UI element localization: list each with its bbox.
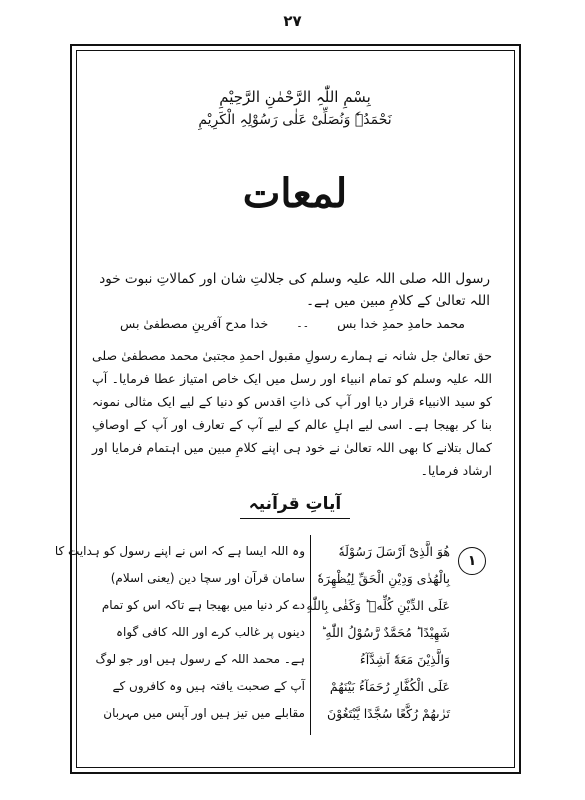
couplet <box>120 316 465 331</box>
translation-line: ہے۔ محمد اللہ کے رسول ہیں اور جو لوگ <box>95 652 305 666</box>
couplet-left-hemistich: خدا مدح آفرینِ مصطفیٰ بس <box>120 316 269 331</box>
translation-line: دینوں پر غالب کرے اور اللہ کافی گواہ <box>115 625 305 639</box>
column-divider <box>310 535 311 735</box>
verse-number-badge: ۱ <box>458 547 486 575</box>
couplet-right-hemistich: محمد حامدِ حمدِ خدا بس <box>337 316 465 331</box>
section-underline <box>240 518 350 519</box>
translation-line: دے کر دنیا میں بھیجا ہے تاکہ اس کو تمام <box>101 598 305 612</box>
arabic-verse-line: تَرٰىهُمْ رُكَّعًا سُجَّدًا یَّبْتَغُوْنَ <box>327 706 450 721</box>
arabic-verse-column <box>306 538 450 727</box>
body-paragraph: حق تعالیٰ جل شانہ نے ہمارے رسولِ مقبول احمدِ مجتبیٰ محمد مصطفیٰ صلی اللہ علیہ وسلم کو تمام انبیاء اور رسل میں ایک خاص امتیاز عطا فرمایا۔ آپ کو سید الانبیاء قرار دیا اور آپ کی ذاتِ اقدس کو دنیا کے لیے ایک مثالی نمونہ بنا کر بھیجا ہے۔ اسی لیے اہلِ عالم کے لیے آپ کے تعارف اور آپ کے اوصافِ کمال بتلانے کا بھی اللہ تعالیٰ نے خود ہی اپنے کلامِ مبین میں اہتمام فرمایا اور ارشاد فرمایا۔ <box>92 348 492 478</box>
intro-paragraph: رسول اللہ صلی اللہ علیہ وسلم کی جلالتِ شان اور کمالاتِ نبوت خود اللہ تعالیٰ کے کلامِ مبین میں ہے۔ <box>99 271 490 309</box>
chapter-title: لمعات <box>242 170 348 217</box>
translation-line: سامان قرآن اور سچا دین (یعنی اسلام) <box>110 571 305 585</box>
arabic-verse-line: عَلَی الْكُفَّارِ رُحَمَآءُ بَیْنَهُمْ <box>329 679 450 694</box>
arabic-verse-line: بِالْهُدٰی وَدِیْنِ الْحَقِّ لِیُظْهِرَهٗ <box>317 571 450 586</box>
arabic-verse-line: وَالَّذِیْنَ مَعَهٗٓ اَشِدَّآءُ <box>359 652 450 667</box>
arabic-verse-line: عَلَی الدِّیْنِ كُلِّهٖ ؕ وَكَفٰی بِاللّٰهِ <box>306 598 450 613</box>
page-number: ۲۷ <box>283 12 302 30</box>
translation-line: مقابلے میں تیز ہیں اور آپس میں مہربان <box>103 706 305 720</box>
couplet-separator: ۔۔ <box>296 317 310 330</box>
urdu-translation-column <box>54 538 305 727</box>
salutation-line: نَحْمَدُہٗ وَنُصَلِّیْ عَلٰی رَسُوْلِہِ الْکَرِیْمِ <box>198 112 392 128</box>
section-heading: آیاتِ قرآنیہ <box>248 494 342 514</box>
arabic-verse-line: هُوَ الَّذِیْٓ اَرْسَلَ رَسُوْلَهٗ <box>338 544 450 559</box>
translation-line: آپ کے صحبت یافتہ ہیں وہ کافروں کے <box>112 679 305 693</box>
translation-line: وہ اللہ ایسا ہے کہ اس نے اپنے رسول کو ہدایت کا <box>54 544 305 558</box>
bismillah-line: بِسْمِ اللّٰہِ الرَّحْمٰنِ الرَّحِیْمِ <box>219 88 371 106</box>
arabic-verse-line: شَهِیْدًا ؕ مُحَمَّدٌ رَّسُوْلُ اللّٰهِ ؕ <box>321 625 450 640</box>
